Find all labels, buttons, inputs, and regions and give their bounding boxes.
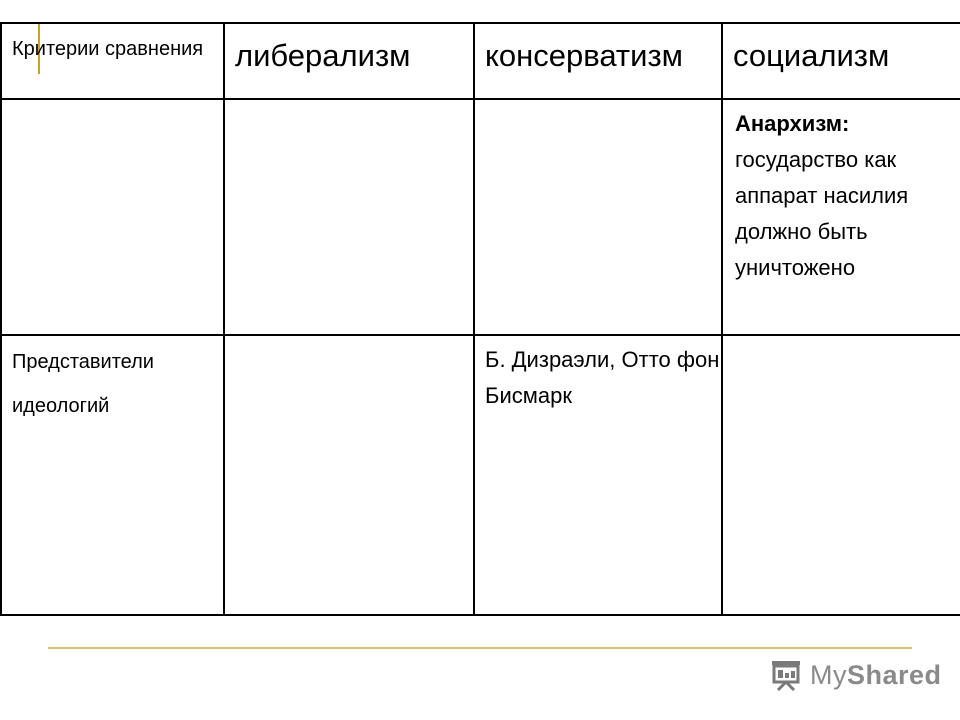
comparison-table bbox=[0, 22, 960, 616]
representatives-label-cell bbox=[1, 335, 224, 615]
table-row bbox=[1, 99, 960, 335]
table-cell bbox=[474, 99, 722, 335]
header-socialism: социализм bbox=[733, 38, 890, 73]
footer-divider bbox=[48, 647, 912, 649]
table-cell bbox=[224, 335, 474, 615]
table-cell bbox=[1, 99, 224, 335]
anarchism-cell bbox=[722, 99, 960, 335]
table-header-row bbox=[1, 23, 960, 99]
header-liberalism-cell bbox=[224, 23, 474, 99]
watermark-text-bold: Shared bbox=[847, 659, 942, 690]
header-criteria-cell bbox=[1, 23, 224, 99]
header-conservatism-cell bbox=[474, 23, 722, 99]
table-row bbox=[1, 335, 960, 615]
header-conservatism: консерватизм bbox=[485, 38, 683, 73]
watermark-logo bbox=[768, 655, 942, 695]
anarchism-title: Анархизм: bbox=[735, 111, 850, 136]
representatives-label: Представители идеологий bbox=[12, 351, 154, 417]
anarchism-text: государство как аппарат насилия должно быть уничтожено bbox=[735, 147, 909, 280]
table-cell bbox=[722, 335, 960, 615]
anarchism-note bbox=[723, 100, 960, 286]
header-criteria: Критерии сравнения bbox=[12, 38, 204, 60]
conservatism-representatives: Б. Дизраэли, Отто фон Бисмарк bbox=[485, 347, 720, 408]
watermark-text bbox=[810, 660, 942, 691]
header-socialism-cell bbox=[722, 23, 960, 99]
presentation-icon bbox=[768, 659, 804, 691]
watermark-text-light: My bbox=[810, 659, 847, 690]
table-cell bbox=[224, 99, 474, 335]
conservatism-representatives-cell bbox=[474, 335, 722, 615]
header-liberalism: либерализм bbox=[235, 38, 411, 73]
